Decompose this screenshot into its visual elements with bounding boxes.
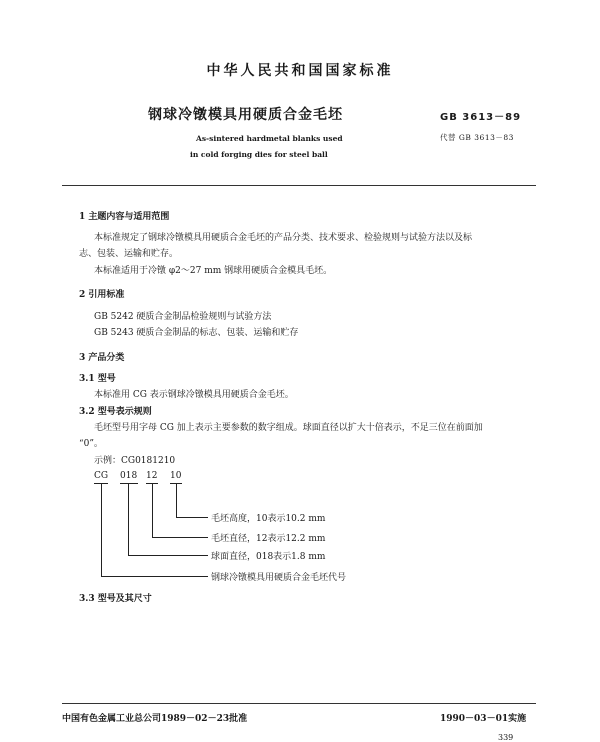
bracket-leader-cg — [101, 576, 208, 577]
page-number: 339 — [498, 733, 514, 742]
section-1-heading: 1 主题内容与适用范围 — [79, 212, 170, 222]
reference-gb5243: GB 5243 硬质合金制品的标志、包装、运输和贮存 — [94, 328, 299, 338]
section-3-2-line2: “0”。 — [79, 439, 103, 449]
section-2-heading: 2 引用标准 — [79, 290, 125, 300]
section-3-2-line1: 毛坯型号用字母 CG 加上表示主要参数的数字组成。球面直径以扩大十倍表示，不足三位在前面加 — [94, 423, 483, 433]
bracket-vertical-height — [176, 483, 177, 518]
model-part-blank-diameter: 12 — [146, 471, 158, 481]
title-en-line1: As-sintered hardmetal blanks used — [196, 134, 343, 143]
section-3-heading: 3 产品分类 — [79, 353, 125, 363]
model-example-label: 示例：CG0181210 — [94, 456, 176, 466]
model-part-sphere-diameter: 018 — [120, 471, 138, 481]
implementation-date: 1990－03－01实施 — [440, 714, 527, 724]
model-part-cg: CG — [94, 471, 109, 481]
section-3-1-heading: 3.1 型号 — [79, 374, 116, 384]
section-3-3-heading: 3.3 型号及其尺寸 — [79, 594, 152, 604]
bracket-leader-diameter — [152, 537, 208, 538]
legend-blank-height: 毛坯高度，10表示10.2 mm — [211, 514, 326, 524]
bracket-leader-sphere — [128, 555, 208, 556]
legend-cg-code: 钢球冷镦模具用硬质合金毛坯代号 — [211, 573, 347, 583]
reference-gb5242: GB 5242 硬质合金制品检验规则与试验方法 — [94, 312, 272, 322]
bracket-vertical-sphere — [128, 483, 129, 556]
title-en-line2: in cold forging dies for steel ball — [190, 150, 328, 159]
standard-code: GB 3613－89 — [440, 112, 522, 123]
section-1-para1-line1: 本标准规定了钢球冷镦模具用硬质合金毛坯的产品分类、技术要求、检验规则与试验方法以及标 — [94, 233, 473, 243]
bracket-underline-018 — [120, 483, 138, 484]
header-divider — [62, 185, 536, 186]
replaces-standard: 代替 GB 3613－83 — [440, 133, 514, 142]
section-3-2-heading: 3.2 型号表示规则 — [79, 407, 152, 417]
section-1-para2: 本标准适用于冷镦 φ2～27 mm 钢球用硬质合金模具毛坯。 — [94, 266, 333, 276]
approval-info: 中国有色金属工业总公司1989－02－23批准 — [62, 714, 248, 724]
bracket-leader-height — [176, 517, 208, 518]
legend-sphere-diameter: 球面直径，018表示1.8 mm — [211, 552, 326, 562]
section-1-para1-line2: 志、包装、运输和贮存。 — [79, 249, 179, 259]
bracket-vertical-cg — [101, 483, 102, 577]
legend-blank-diameter: 毛坯直径，12表示12.2 mm — [211, 534, 326, 544]
standard-title-cn: 钢球冷镦模具用硬质合金毛坯 — [148, 107, 343, 123]
bracket-vertical-diameter — [152, 483, 153, 538]
model-part-blank-height: 10 — [170, 471, 182, 481]
national-standard-heading: 中华人民共和国国家标准 — [206, 63, 394, 79]
section-3-1-text: 本标准用 CG 表示钢球冷镦模具用硬质合金毛坯。 — [94, 390, 294, 400]
footer-divider — [62, 703, 536, 704]
